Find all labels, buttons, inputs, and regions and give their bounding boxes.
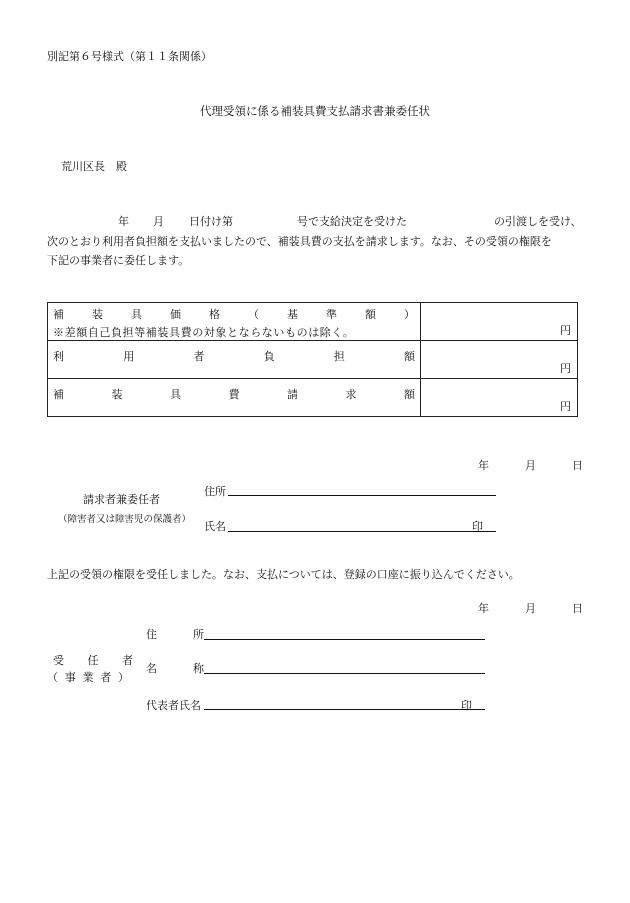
intro-year: 年 [118,215,129,228]
claim-amount-label: 補 装 具 費 請 求 額 [53,388,415,401]
agent-address-label: 住 所 [146,628,204,641]
table-row [48,341,578,379]
row-label-cell [48,303,421,341]
intro-line-2: 次のとおり利用者負担額を支払いましたので、補装具費の支払を請求します。なお、その受領の権限を [47,235,552,248]
agent-representative-label: 代表者氏名 [146,699,201,712]
form-number: 別記第６号様式（第１１条関係） [47,50,212,63]
addressee: 荒川区長 殿 [61,160,127,173]
date-day: 日 [572,459,583,472]
date-month: 月 [525,602,536,615]
claimant-seal: 印 [472,520,483,533]
agent-representative-field[interactable] [204,709,485,710]
agent-business-name-label: 名 称 [146,662,204,675]
date-day: 日 [572,602,583,615]
agent-business-name-field[interactable] [204,673,485,674]
claimant-name-label: 氏名 [204,520,226,533]
table-row [48,379,578,417]
agent-subtitle: （ 事 業 者 ） [47,671,129,684]
amount-table [47,302,578,417]
row-label-cell [48,379,421,417]
yen-unit: 円 [560,400,571,413]
claimant-subtitle: （障害者又は障害児の保護者） [58,514,192,525]
agent-title: 受 任 者 [53,654,133,667]
user-burden-label: 利 用 者 負 担 額 [53,350,415,363]
claimant-title: 請求者兼委任者 [83,493,160,506]
exclusion-note: ※差額自己負担等補装具費の対象とならないものは除く。 [53,326,355,339]
standard-price-value[interactable] [421,303,578,341]
table-row [48,303,578,341]
intro-line-3: 下記の事業者に委任します。 [47,254,190,267]
document-title: 代理受領に係る補装具費支払請求書兼委任状 [200,104,430,118]
intro-month: 月 [153,215,164,228]
user-burden-value[interactable] [421,341,578,379]
intro-day-ref: 日付け第 [189,215,233,228]
claimant-name-field[interactable] [228,531,496,532]
date-year: 年 [478,459,489,472]
yen-unit: 円 [560,362,571,375]
claimant-address-label: 住所 [204,485,226,498]
agent-address-field[interactable] [204,639,485,640]
claim-amount-value[interactable] [421,379,578,417]
standard-price-label: 補 装 具 価 格 （ 基 準 額 ） [53,308,415,321]
yen-unit: 円 [560,324,571,337]
intro-decision: 号で支給決定を受けた [297,215,407,228]
date-year: 年 [478,602,489,615]
intro-handover: の引渡しを受け、 [494,215,582,228]
acceptance-text: 上記の受領の権限を受任しました。なお、支払については、登録の口座に振り込んでください。 [47,568,520,581]
row-label-cell [48,341,421,379]
date-month: 月 [525,459,536,472]
claimant-address-field[interactable] [228,495,496,496]
agent-seal: 印 [461,699,472,712]
